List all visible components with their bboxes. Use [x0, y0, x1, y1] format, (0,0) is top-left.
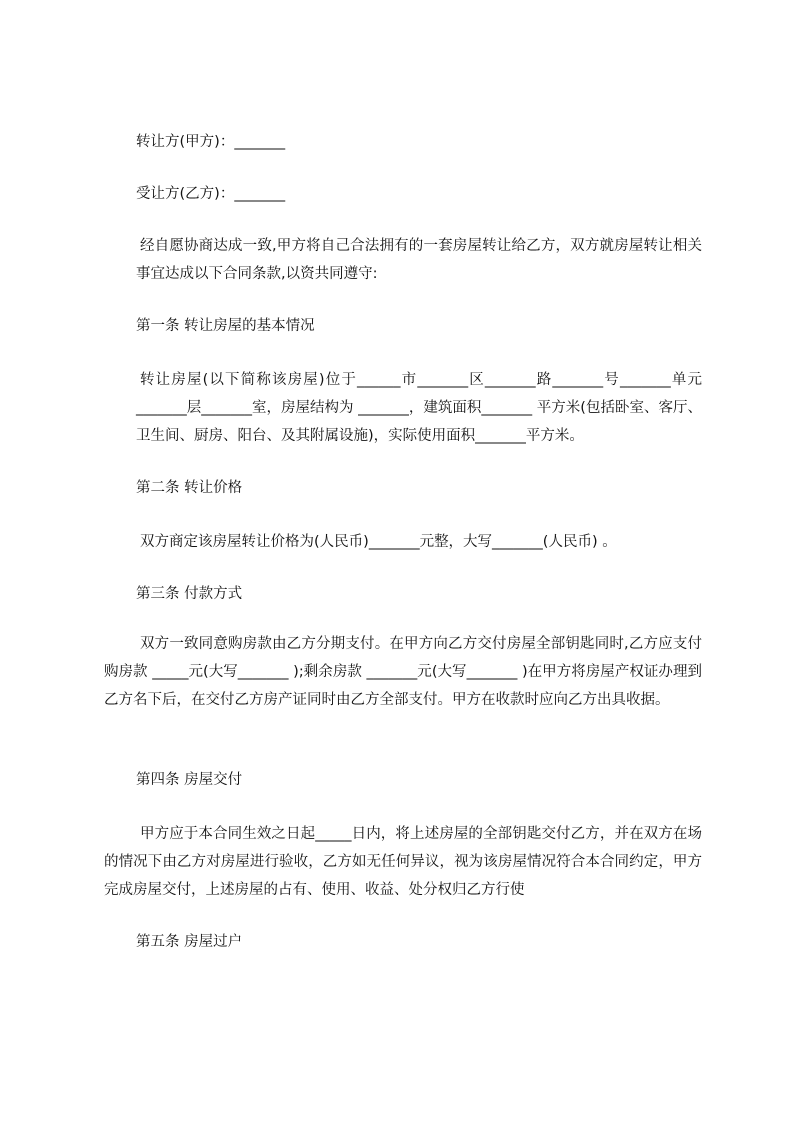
article1-paragraph [136, 366, 702, 450]
article3-text: 双方一致同意购房款由乙方分期支付。在甲方向乙方交付房屋全部钥匙同时,乙方应支付购房款 _____元(大写_______ );剩余房款 _______元(大写_______ )在甲方将房屋产权证办理到乙方名下后，在交付乙方房产证同时由乙方全部支付。甲方在收款时应向乙方出具收据。 [104, 636, 702, 708]
article3-heading: 第三条 付款方式 [136, 586, 243, 602]
article4-paragraph [104, 820, 702, 904]
article4-text: 甲方应于本合同生效之日起_____日内，将上述房屋的全部钥匙交付乙方，并在双方在场的情况下由乙方对房屋进行验收，乙方如无任何异议，视为该房屋情况符合本合同约定，甲方完成房屋交付，上述房屋的占有、使用、收益、处分权归乙方行使 [104, 826, 702, 898]
article2-text: 双方商定该房屋转让价格为(人民币)_______元整，大写_______(人民币) 。 [140, 534, 617, 550]
intro-paragraph [136, 232, 702, 288]
article1-text: 转让房屋(以下简称该房屋)位于______市_______区_______路_______号_______单元_______层_______室，房屋结构为 _______，建筑面积_______ 平方米(包括卧室、客厅、卫生间、厨房、阳台、及其附属设施)，实际使用面积_______平方米。 [136, 372, 702, 444]
article1-heading: 第一条 转让房屋的基本情况 [136, 318, 315, 334]
article3-paragraph [104, 630, 702, 714]
article2-heading: 第二条 转让价格 [136, 480, 243, 496]
intro-text: 经自愿协商达成一致,甲方将自己合法拥有的一套房屋转让给乙方，双方就房屋转让相关事宜达成以下合同条款,以资共同遵守: [136, 238, 702, 282]
transferor-line: 转让方(甲方)：_______ [136, 134, 286, 150]
article2-paragraph [136, 528, 702, 556]
article5-heading: 第五条 房屋过户 [136, 934, 243, 950]
transferee-line: 受让方(乙方)：_______ [136, 186, 286, 202]
article4-heading: 第四条 房屋交付 [136, 772, 243, 788]
